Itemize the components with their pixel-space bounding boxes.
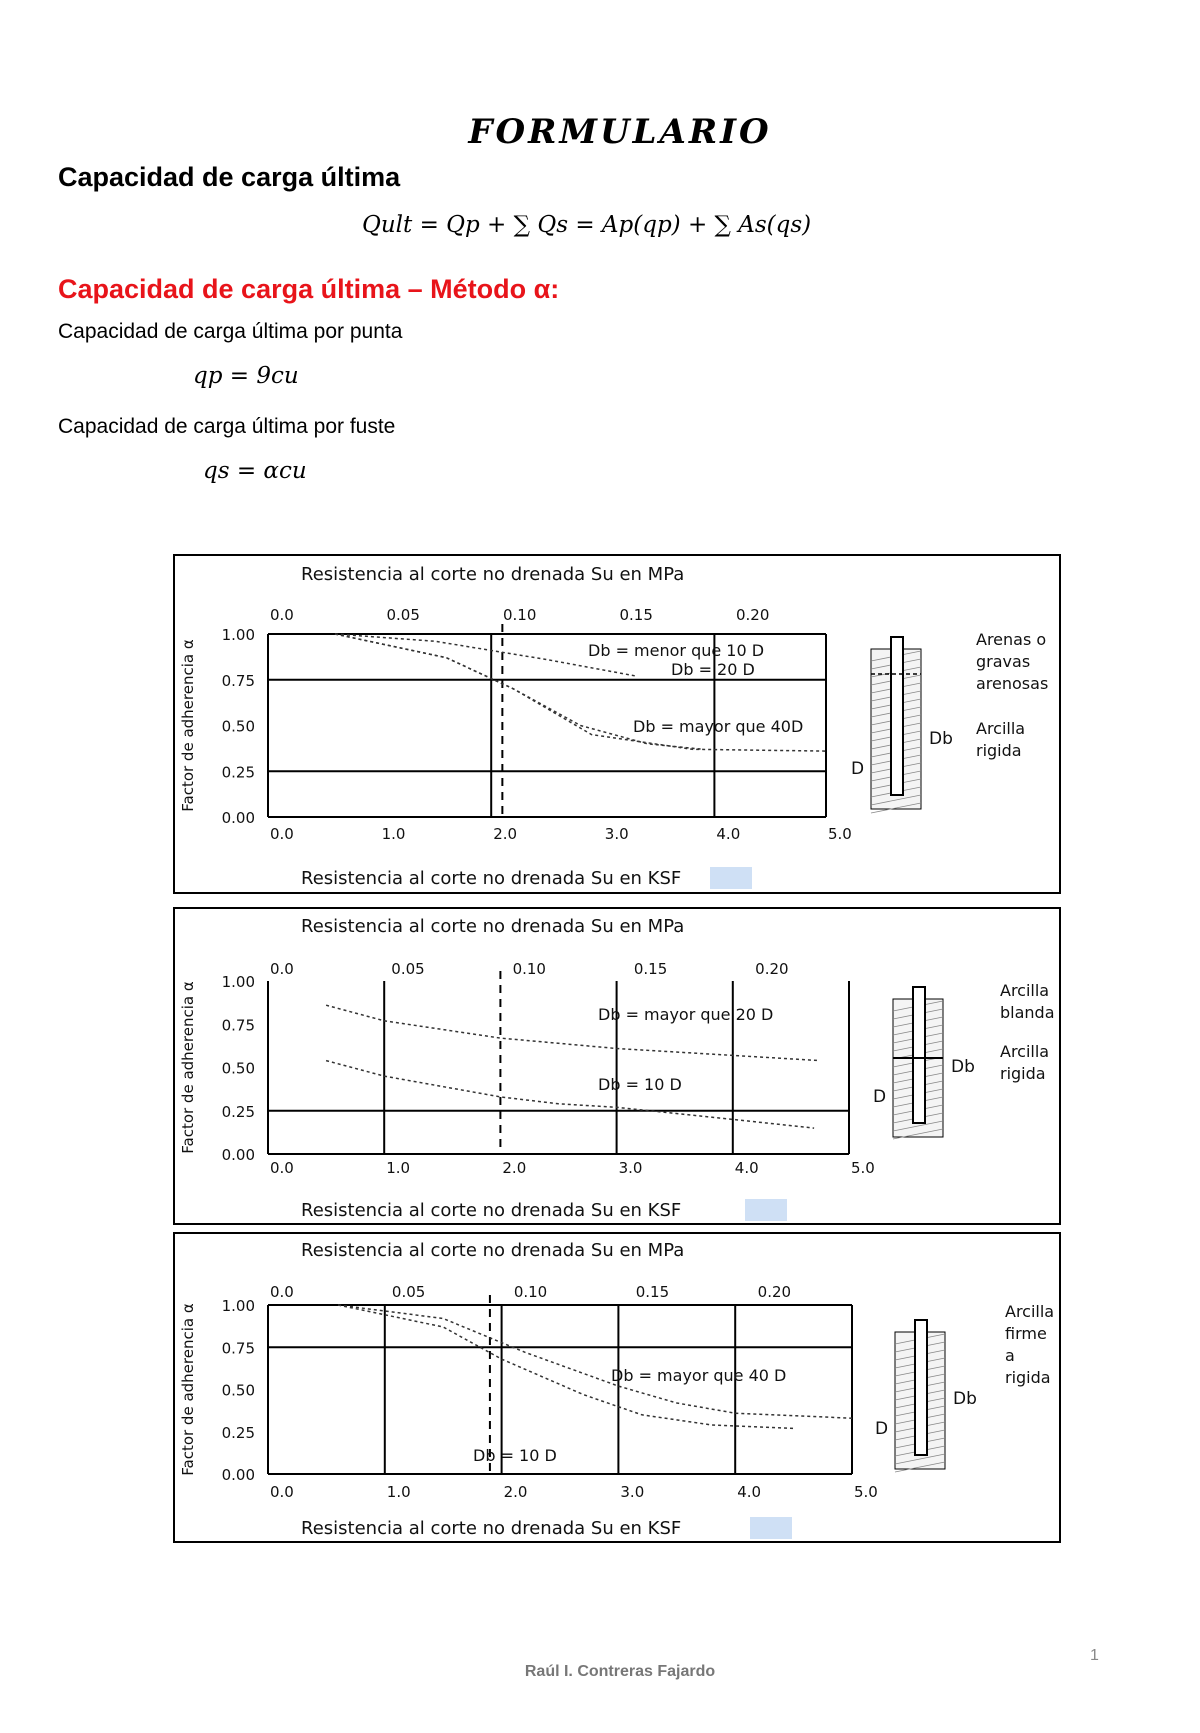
x-top-tick-label: 0.10 (512, 960, 546, 978)
pile-diameter-label: D (875, 1419, 889, 1439)
tip-capacity-label: Capacidad de carga última por punta (58, 320, 403, 343)
soil-legend-text: blanda (1000, 1003, 1055, 1022)
x-bottom-tick-label: 0.0 (270, 1159, 294, 1177)
y-tick-label: 0.00 (221, 1466, 255, 1484)
ksf-highlight (745, 1199, 787, 1221)
soil-legend-text: rigida (1005, 1368, 1051, 1387)
y-tick-label: 1.00 (221, 626, 255, 644)
x-top-tick-label: 0.20 (757, 1283, 792, 1301)
series-line (338, 1305, 852, 1418)
y-tick-label: 0.50 (221, 1381, 255, 1400)
x-bottom-tick-label: 5.0 (854, 1483, 878, 1501)
series-label: Db = 20 D (671, 660, 755, 679)
alpha-chart-2 (173, 907, 1061, 1225)
pile-embedment-label: Db (953, 1389, 977, 1409)
alpha-chart-1 (173, 554, 1061, 894)
y-tick-label: 1.00 (221, 1297, 255, 1315)
x-bottom-tick-label: 5.0 (851, 1159, 875, 1177)
series-label: Db = mayor que 40 D (611, 1366, 787, 1385)
series-label: Db = menor que 10 D (588, 641, 765, 660)
x-top-tick-label: 0.20 (755, 960, 789, 978)
ksf-highlight (710, 867, 752, 889)
soil-legend-text: gravas (976, 652, 1031, 671)
y-tick-label: 0.00 (221, 809, 255, 827)
soil-legend-text: Arenas o (976, 630, 1047, 649)
chart-ylabel: Factor de adherencia α (179, 639, 197, 812)
pile-shaft (891, 637, 903, 795)
pile-shaft (913, 987, 925, 1123)
soil-legend-text: Arcilla (1005, 1302, 1055, 1321)
x-top-tick-label: 0.15 (633, 960, 668, 978)
equation-qult: Qult = Qp + ∑ Qs = Ap(qp) + ∑ As(qs) (362, 212, 812, 238)
y-tick-label: 0.75 (221, 1016, 255, 1035)
y-tick-label: 1.00 (221, 973, 255, 991)
x-top-tick-label: 0.15 (619, 606, 653, 624)
x-bottom-tick-label: 0.0 (270, 1483, 294, 1501)
chart-top-title: Resistencia al corte no drenada Su en MPa (301, 564, 685, 585)
ksf-highlight (750, 1517, 792, 1539)
section-heading-alpha-method: Capacidad de carga última – Método α: (58, 274, 560, 304)
chart-bottom-title: Resistencia al corte no drenada Su en KSF (301, 868, 682, 889)
shaft-capacity-label: Capacidad de carga última por fuste (58, 415, 396, 438)
x-top-tick-label: 0.05 (386, 606, 420, 624)
chart-svg (173, 1232, 1061, 1543)
x-top-tick-label: 0.05 (391, 960, 425, 978)
x-bottom-tick-label: 2.0 (493, 825, 518, 843)
y-tick-label: 0.00 (221, 1146, 255, 1164)
chart-bottom-title: Resistencia al corte no drenada Su en KSF (301, 1518, 682, 1539)
x-bottom-tick-label: 4.0 (737, 1483, 762, 1501)
x-top-tick-label: 0.05 (391, 1283, 426, 1301)
x-top-tick-label: 0.10 (502, 606, 537, 624)
x-bottom-tick-label: 0.0 (270, 825, 294, 843)
x-bottom-tick-label: 1.0 (386, 1159, 411, 1177)
soil-legend-text: a (1005, 1346, 1015, 1365)
footer-author: Raúl I. Contreras Fajardo (524, 1663, 716, 1680)
x-bottom-tick-label: 1.0 (381, 825, 406, 843)
pile-embedment-label: Db (951, 1057, 975, 1077)
x-bottom-tick-label: 4.0 (716, 825, 741, 843)
pile-diameter-label: D (851, 759, 865, 779)
series-label: Db = 10 D (473, 1446, 557, 1465)
x-bottom-tick-label: 2.0 (503, 1483, 528, 1501)
x-bottom-tick-label: 4.0 (734, 1159, 759, 1177)
soil-legend-text: rigida (1000, 1064, 1046, 1083)
equation-qs: qs = αcu (203, 458, 307, 484)
soil-legend-text: rigida (976, 741, 1022, 760)
pile-shaft (915, 1320, 927, 1455)
x-top-tick-label: 0.20 (735, 606, 770, 624)
y-tick-label: 0.75 (221, 671, 255, 690)
soil-legend-text: Arcilla (1000, 1042, 1050, 1061)
series-label: Db = mayor que 20 D (598, 1005, 774, 1024)
series-label: Db = mayor que 40D (633, 717, 804, 736)
y-tick-label: 0.25 (221, 763, 255, 782)
chart-svg (173, 907, 1061, 1225)
chart-top-title: Resistencia al corte no drenada Su en MPa (301, 916, 685, 937)
chart-ylabel: Factor de adherencia α (179, 981, 197, 1154)
chart-bottom-title: Resistencia al corte no drenada Su en KSF (301, 1200, 682, 1221)
chart-top-title: Resistencia al corte no drenada Su en MPa (301, 1240, 685, 1261)
pile-embedment-label: Db (929, 729, 953, 749)
series-label: Db = 10 D (598, 1075, 682, 1094)
soil-legend-text: Arcilla (976, 719, 1026, 738)
x-bottom-tick-label: 3.0 (620, 1483, 645, 1501)
x-bottom-tick-label: 3.0 (604, 825, 629, 843)
series-line (326, 1061, 814, 1129)
x-top-tick-label: 0.0 (270, 960, 294, 978)
x-bottom-tick-label: 3.0 (618, 1159, 643, 1177)
x-bottom-tick-label: 1.0 (386, 1483, 411, 1501)
y-tick-label: 0.25 (221, 1102, 255, 1121)
x-top-tick-label: 0.15 (635, 1283, 670, 1301)
y-tick-label: 0.50 (221, 1059, 255, 1078)
x-top-tick-label: 0.10 (513, 1283, 548, 1301)
page-number: 1 (1090, 1647, 1099, 1664)
equation-qp: qp = 9cu (193, 363, 299, 389)
x-top-tick-label: 0.0 (270, 1283, 294, 1301)
chart-ylabel: Factor de adherencia α (179, 1303, 197, 1476)
soil-legend-text: Arcilla (1000, 981, 1050, 1000)
soil-legend-text: arenosas (976, 674, 1049, 693)
x-bottom-tick-label: 5.0 (828, 825, 852, 843)
soil-legend-text: firme (1005, 1324, 1047, 1343)
y-tick-label: 0.75 (221, 1339, 255, 1358)
chart-svg (173, 554, 1061, 894)
section-heading-ultimate-capacity: Capacidad de carga última (58, 162, 401, 192)
x-bottom-tick-label: 2.0 (502, 1159, 527, 1177)
alpha-chart-3 (173, 1232, 1061, 1543)
pile-diameter-label: D (873, 1087, 887, 1107)
y-tick-label: 0.50 (221, 717, 255, 736)
x-top-tick-label: 0.0 (270, 606, 294, 624)
y-tick-label: 0.25 (221, 1423, 255, 1442)
page-title: FORMULARIO (468, 112, 772, 152)
